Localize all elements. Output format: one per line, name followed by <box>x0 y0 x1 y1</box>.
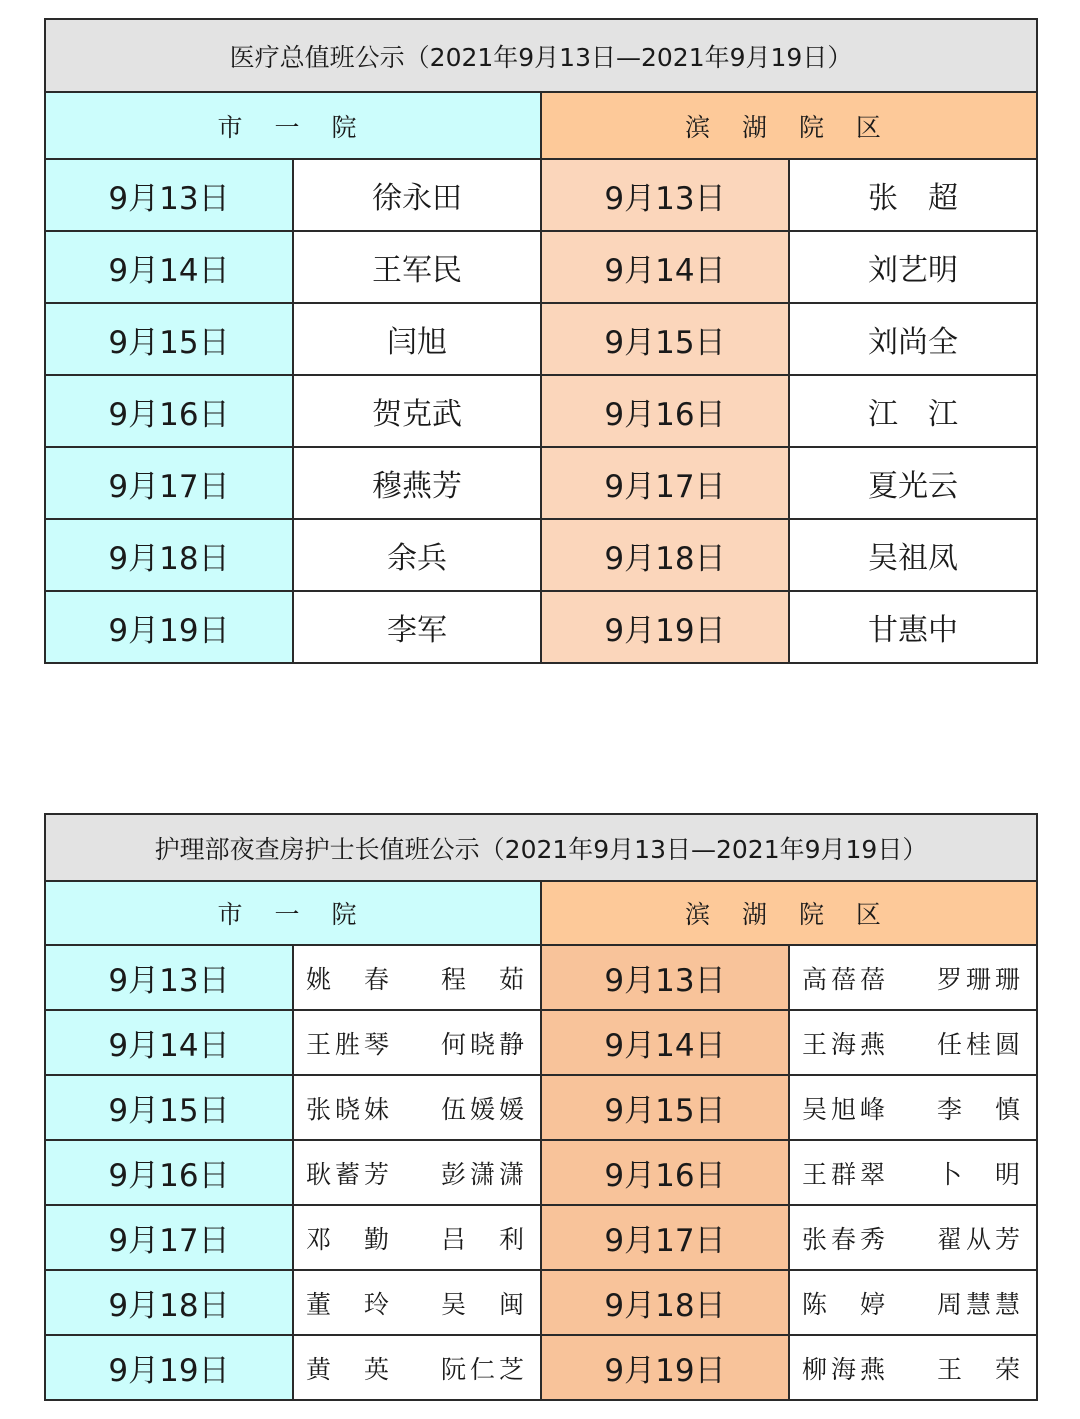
name-pair <box>294 1285 540 1321</box>
date-cell-binhu: 9月14日 <box>541 1010 789 1075</box>
date-cell-shiyiyuan: 9月15日 <box>45 1075 293 1140</box>
table-row <box>45 303 1037 375</box>
date-cell-shiyiyuan: 9月17日 <box>45 1205 293 1270</box>
date-cell-binhu: 9月17日 <box>541 1205 789 1270</box>
date-cell-shiyiyuan: 9月14日 <box>45 231 293 303</box>
names-cell-binhu <box>789 1010 1037 1075</box>
name-cell-binhu: 夏光云 <box>789 447 1037 519</box>
date-cell-shiyiyuan: 9月18日 <box>45 1270 293 1335</box>
nurse-name: 翟从芳 <box>936 1224 1024 1254</box>
nurse-name: 周慧慧 <box>936 1289 1024 1319</box>
nurse-name: 柳海燕 <box>802 1354 890 1384</box>
table-title: 护理部夜查房护士长值班公示（2021年9月13日—2021年9月19日） <box>45 814 1037 881</box>
table-row <box>45 447 1037 519</box>
nurse-name: 张晓妹 <box>306 1094 394 1124</box>
date-cell-shiyiyuan: 9月16日 <box>45 375 293 447</box>
name-cell-shiyiyuan: 闫旭 <box>293 303 541 375</box>
nurse-name: 程 茹 <box>440 964 528 994</box>
nurse-name: 吴旭峰 <box>802 1094 890 1124</box>
nurse-name: 李 慎 <box>936 1094 1024 1124</box>
hospital-header-binhu: 滨 湖 院 区 <box>541 92 1037 159</box>
date-cell-binhu: 9月13日 <box>541 945 789 1010</box>
nurse-name: 伍媛媛 <box>440 1094 528 1124</box>
names-cell-shiyiyuan <box>293 1205 541 1270</box>
nurse-name: 阮仁芝 <box>440 1354 528 1384</box>
name-cell-shiyiyuan: 穆燕芳 <box>293 447 541 519</box>
table-title: 医疗总值班公示（2021年9月13日—2021年9月19日） <box>45 19 1037 92</box>
names-cell-shiyiyuan <box>293 1010 541 1075</box>
table-row <box>45 1140 1037 1205</box>
table-row <box>45 591 1037 663</box>
names-cell-binhu <box>789 1205 1037 1270</box>
date-cell-shiyiyuan: 9月18日 <box>45 519 293 591</box>
name-pair <box>294 1220 540 1256</box>
date-cell-shiyiyuan: 9月14日 <box>45 1010 293 1075</box>
nurse-name: 王 荣 <box>936 1354 1024 1384</box>
table-row <box>45 1270 1037 1335</box>
nurse-name: 邓 勤 <box>306 1224 394 1254</box>
nurse-name: 罗珊珊 <box>936 964 1024 994</box>
nurse-name: 高蓓蓓 <box>802 964 890 994</box>
name-pair <box>294 1350 540 1386</box>
date-cell-binhu: 9月15日 <box>541 303 789 375</box>
nurse-name: 卜 明 <box>936 1159 1024 1189</box>
name-cell-shiyiyuan: 王军民 <box>293 231 541 303</box>
date-cell-binhu: 9月19日 <box>541 1335 789 1400</box>
nurse-name: 陈 婷 <box>802 1289 890 1319</box>
name-cell-binhu: 江 江 <box>789 375 1037 447</box>
date-cell-shiyiyuan: 9月19日 <box>45 1335 293 1400</box>
nurse-name: 任桂圆 <box>936 1029 1024 1059</box>
date-cell-binhu: 9月15日 <box>541 1075 789 1140</box>
nursing-duty-table <box>44 813 1038 1401</box>
nurse-name: 吴 闽 <box>440 1289 528 1319</box>
date-cell-binhu: 9月14日 <box>541 231 789 303</box>
name-cell-binhu: 刘尚全 <box>789 303 1037 375</box>
table-row <box>45 159 1037 231</box>
date-cell-binhu: 9月17日 <box>541 447 789 519</box>
nurse-name: 彭潇潇 <box>440 1159 528 1189</box>
names-cell-shiyiyuan <box>293 1335 541 1400</box>
hospital-header-shiyiyuan: 市 一 院 <box>45 92 541 159</box>
names-cell-binhu <box>789 1140 1037 1205</box>
names-cell-shiyiyuan <box>293 1140 541 1205</box>
name-pair <box>790 1025 1036 1061</box>
name-pair <box>790 1090 1036 1126</box>
date-cell-shiyiyuan: 9月16日 <box>45 1140 293 1205</box>
names-cell-binhu <box>789 1335 1037 1400</box>
name-pair <box>294 1155 540 1191</box>
nurse-name: 王胜琴 <box>306 1029 394 1059</box>
date-cell-binhu: 9月18日 <box>541 1270 789 1335</box>
nurse-name: 吕 利 <box>440 1224 528 1254</box>
nurse-name: 黄 英 <box>306 1354 394 1384</box>
table-row <box>45 1335 1037 1400</box>
name-cell-binhu: 刘艺明 <box>789 231 1037 303</box>
hospital-header-shiyiyuan: 市 一 院 <box>45 881 541 945</box>
date-cell-binhu: 9月13日 <box>541 159 789 231</box>
table-row <box>45 1205 1037 1270</box>
table-row <box>45 1010 1037 1075</box>
name-cell-shiyiyuan: 贺克武 <box>293 375 541 447</box>
names-cell-binhu <box>789 945 1037 1010</box>
date-cell-binhu: 9月19日 <box>541 591 789 663</box>
name-cell-shiyiyuan: 李军 <box>293 591 541 663</box>
nurse-name: 王海燕 <box>802 1029 890 1059</box>
nurse-name: 耿蓄芳 <box>306 1159 394 1189</box>
name-pair <box>294 1090 540 1126</box>
table-row <box>45 375 1037 447</box>
name-pair <box>294 960 540 996</box>
name-cell-shiyiyuan: 余兵 <box>293 519 541 591</box>
nurse-name: 张春秀 <box>802 1224 890 1254</box>
nurse-name: 董 玲 <box>306 1289 394 1319</box>
medical-duty-table <box>44 18 1038 664</box>
name-pair <box>790 1285 1036 1321</box>
date-cell-shiyiyuan: 9月15日 <box>45 303 293 375</box>
table-row <box>45 1075 1037 1140</box>
date-cell-shiyiyuan: 9月19日 <box>45 591 293 663</box>
name-cell-shiyiyuan: 徐永田 <box>293 159 541 231</box>
names-cell-binhu <box>789 1075 1037 1140</box>
name-cell-binhu: 甘惠中 <box>789 591 1037 663</box>
date-cell-binhu: 9月16日 <box>541 1140 789 1205</box>
name-cell-binhu: 吴祖凤 <box>789 519 1037 591</box>
table-row <box>45 945 1037 1010</box>
date-cell-shiyiyuan: 9月13日 <box>45 945 293 1010</box>
nurse-name: 王群翠 <box>802 1159 890 1189</box>
names-cell-shiyiyuan <box>293 1075 541 1140</box>
name-pair <box>294 1025 540 1061</box>
name-pair <box>790 1155 1036 1191</box>
name-pair <box>790 1220 1036 1256</box>
date-cell-binhu: 9月16日 <box>541 375 789 447</box>
date-cell-shiyiyuan: 9月17日 <box>45 447 293 519</box>
names-cell-shiyiyuan <box>293 945 541 1010</box>
hospital-header-binhu: 滨 湖 院 区 <box>541 881 1037 945</box>
date-cell-shiyiyuan: 9月13日 <box>45 159 293 231</box>
name-cell-binhu: 张 超 <box>789 159 1037 231</box>
table-row <box>45 519 1037 591</box>
nurse-name: 姚 春 <box>306 964 394 994</box>
nurse-name: 何晓静 <box>440 1029 528 1059</box>
names-cell-binhu <box>789 1270 1037 1335</box>
name-pair <box>790 1350 1036 1386</box>
date-cell-binhu: 9月18日 <box>541 519 789 591</box>
table-row <box>45 231 1037 303</box>
names-cell-shiyiyuan <box>293 1270 541 1335</box>
name-pair <box>790 960 1036 996</box>
